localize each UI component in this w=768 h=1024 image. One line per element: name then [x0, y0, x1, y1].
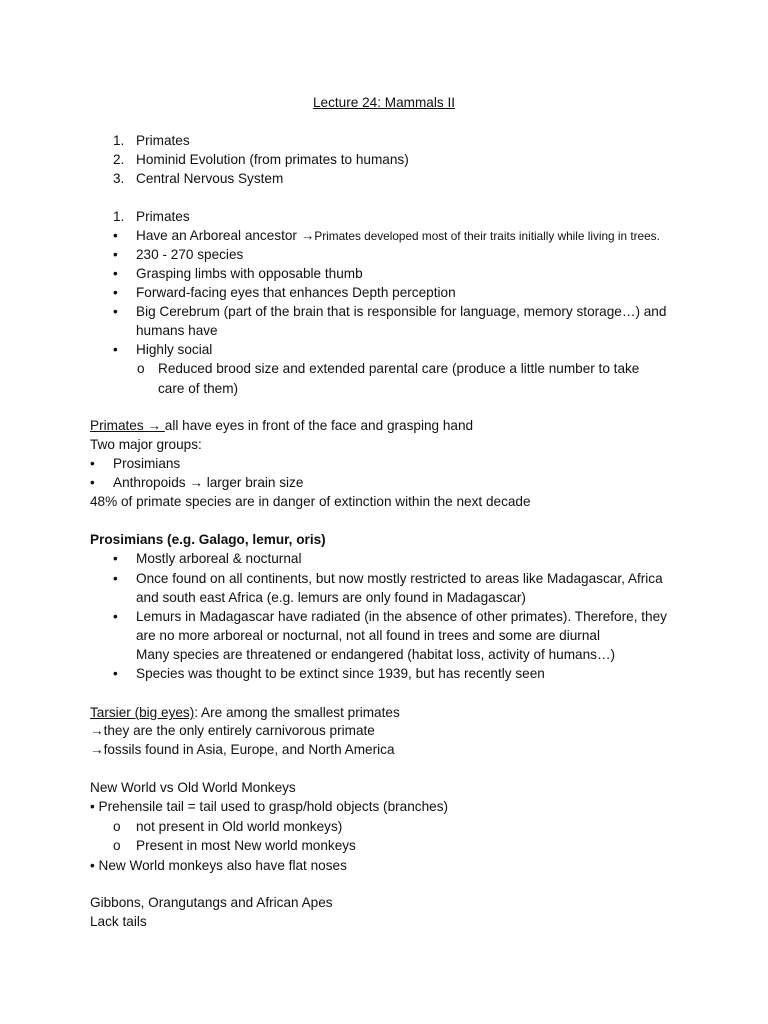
bullet-marker: • — [113, 571, 118, 586]
bullet-grasping: Grasping limbs with opposable thumb — [136, 266, 363, 281]
sub-bullet-marker: o — [113, 819, 121, 834]
prosimians-bullet-2: Once found on all continents, but now mostly restricted to areas like Madagascar, Africa — [136, 571, 663, 586]
bullet-marker: • — [113, 551, 118, 566]
tarsier-fossils: →fossils found in Asia, Europe, and North America — [90, 742, 395, 757]
extinction-note: 48% of primate species are in danger of extinction within the next decade — [90, 494, 531, 509]
monkeys-heading: New World vs Old World Monkeys — [90, 780, 296, 795]
bullet-marker: • — [113, 266, 118, 281]
tarsier-carnivorous: →they are the only entirely carnivorous primate — [90, 723, 375, 738]
tarsier-rest: : Are among the smallest primates — [194, 705, 400, 720]
apes-lack-tails: Lack tails — [90, 914, 147, 929]
prosimians-bullet-3-cont2: Many species are threatened or endangered (habitat loss, activity of humans…) — [136, 647, 616, 662]
bullet-marker: • — [90, 475, 95, 490]
prosimians-bullet-3-cont: are no more arboreal or nocturnal, not all found in trees and some are diurnal — [136, 628, 600, 643]
bullet-marker: • — [113, 285, 118, 300]
group-anthropoids: Anthropoids → larger brain size — [113, 475, 304, 490]
group-prosimians: Prosimians — [113, 456, 181, 471]
prosimians-heading: Prosimians (e.g. Galago, lemur, oris) — [90, 532, 326, 547]
sub-bullet-marker: o — [137, 361, 145, 376]
sub-bullet-brood: Reduced brood size and extended parental care (produce a little number to take — [158, 361, 640, 376]
page-title: Lecture 24: Mammals II — [312, 95, 456, 110]
bullet-marker: • — [113, 666, 118, 681]
monkeys-new-world: Present in most New world monkeys — [136, 838, 356, 853]
bullet-eyes: Forward-facing eyes that enhances Depth perception — [136, 285, 456, 300]
bullet-marker: • — [113, 609, 118, 624]
bullet-cerebrum-cont: humans have — [136, 323, 218, 338]
monkeys-prehensile: • Prehensile tail = tail used to grasp/hold objects (branches) — [90, 799, 449, 814]
apes-heading: Gibbons, Orangutangs and African Apes — [90, 895, 333, 910]
monkeys-old-world: not present in Old world monkeys) — [136, 819, 343, 834]
section-num: 1. — [113, 209, 125, 224]
groups-label-rest: all have eyes in front of the face and grasping hand — [164, 418, 474, 433]
prosimians-bullet-1: Mostly arboreal & nocturnal — [136, 551, 302, 566]
prosimians-bullet-3: Lemurs in Madagascar have radiated (in the absence of other primates). Therefore, they — [136, 609, 667, 624]
bullet-note: Primates developed most of their traits initially while living in trees. — [314, 229, 660, 243]
bullet-marker: • — [113, 342, 118, 357]
sub-bullet-brood-cont: care of them) — [158, 381, 239, 396]
bullet-text: Have an Arboreal ancestor → — [136, 228, 315, 243]
sub-bullet-marker: o — [113, 838, 121, 853]
bullet-species: 230 - 270 species — [136, 247, 244, 262]
bullet-cerebrum: Big Cerebrum (part of the brain that is responsible for language, memory storage…) and — [136, 304, 667, 319]
bullet-marker: • — [113, 304, 118, 319]
outline-num-1: 1. — [113, 133, 125, 148]
outline-item-2: Hominid Evolution (from primates to humans) — [136, 152, 409, 167]
bullet-social: Highly social — [136, 342, 213, 357]
tarsier-label: Tarsier (big eyes) — [90, 705, 195, 720]
outline-num-2: 2. — [113, 152, 125, 167]
bullet-marker: • — [113, 228, 118, 243]
groups-label: Primates → — [90, 418, 165, 433]
prosimians-bullet-2-cont: and south east Africa (e.g. lemurs are only found in Madagascar) — [136, 590, 526, 605]
bullet-marker: • — [113, 247, 118, 262]
bullet-marker: • — [90, 456, 95, 471]
bullet-arboreal — [136, 227, 660, 245]
section-heading-primates: Primates — [136, 209, 190, 224]
groups-line — [90, 417, 473, 435]
two-major-groups: Two major groups: — [90, 437, 202, 452]
outline-item-1: Primates — [136, 133, 190, 148]
outline-item-3: Central Nervous System — [136, 171, 284, 186]
outline-num-3: 3. — [113, 171, 125, 186]
prosimians-bullet-4: Species was thought to be extinct since 1939, but has recently seen — [136, 666, 545, 681]
monkeys-flat-noses: • New World monkeys also have flat noses — [90, 858, 347, 873]
tarsier-line — [90, 704, 400, 722]
